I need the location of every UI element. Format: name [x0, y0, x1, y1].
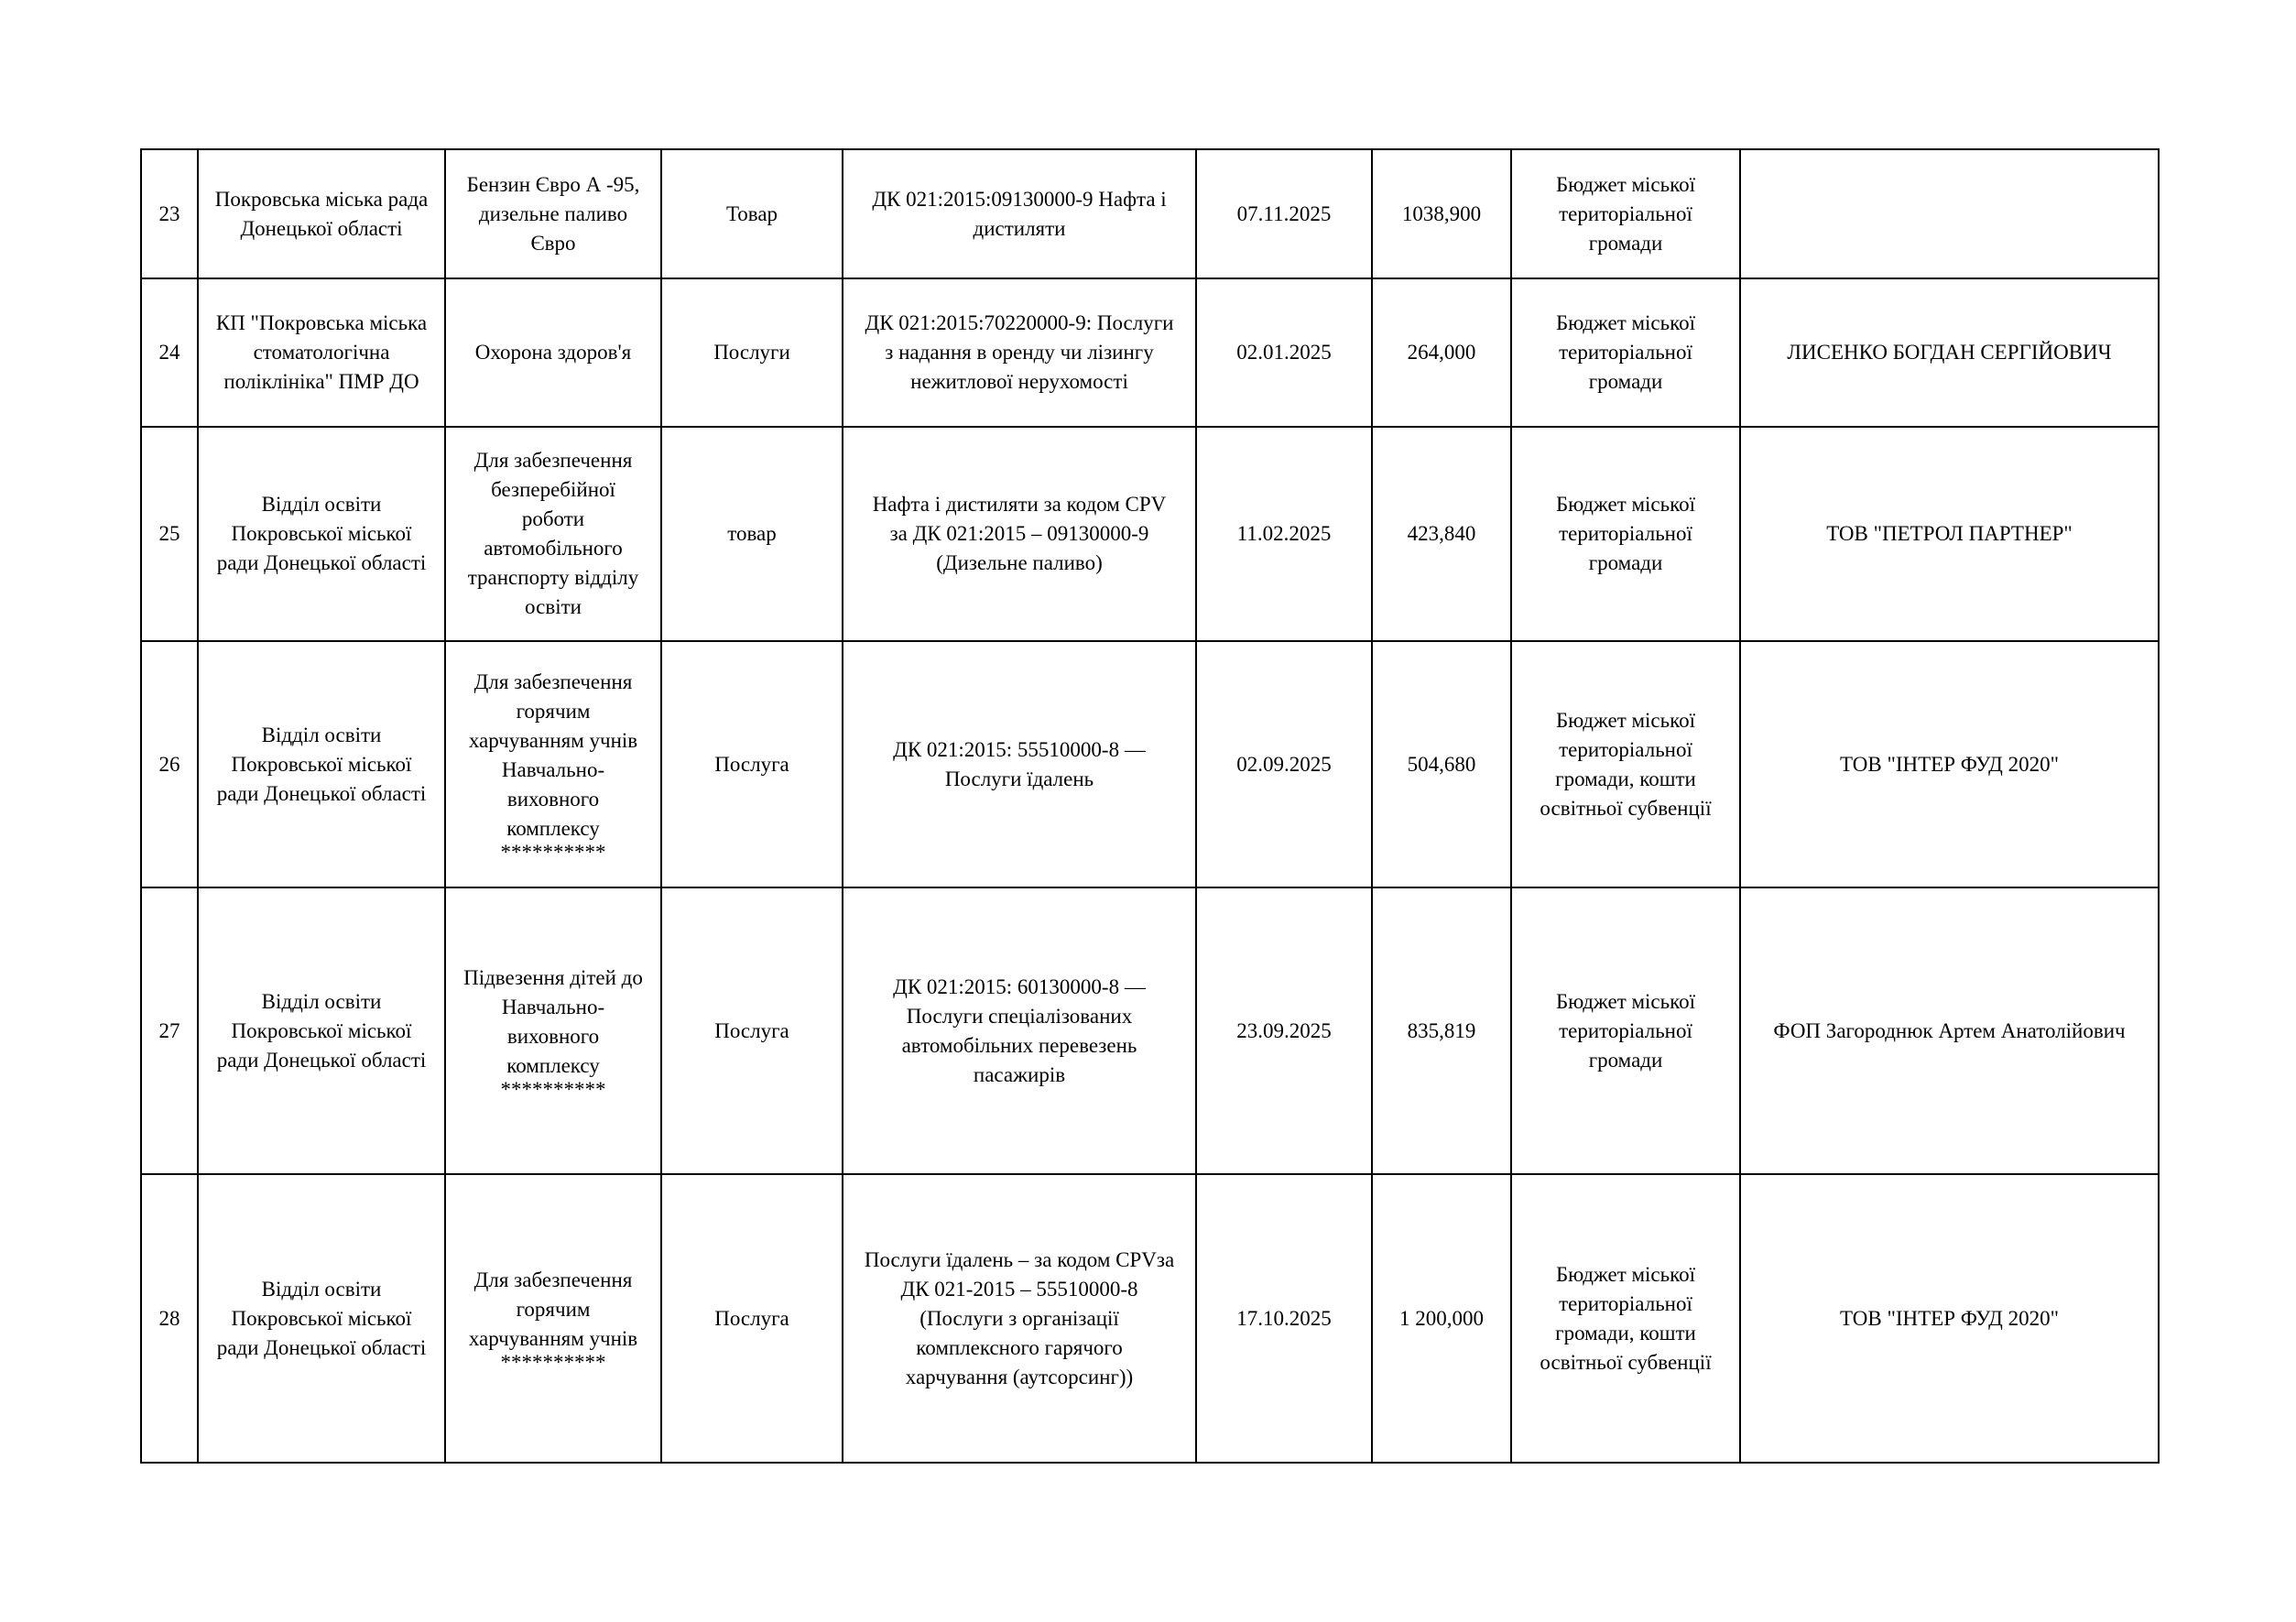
row-number: 23	[141, 149, 198, 278]
subject-cell: Для забезпечення горячим харчуванням учнів **********	[445, 1174, 661, 1463]
kind-cell: Товар	[661, 149, 843, 278]
subject-cell: Охорона здоров'я	[445, 278, 661, 427]
amount-cell: 423,840	[1372, 427, 1511, 641]
amount-cell: 835,819	[1372, 887, 1511, 1174]
cpv-code-cell: Послуги їдалень – за кодом CPVза ДК 021-2015 – 55510000-8 (Послуги з організації комплексного гарячого харчування (аутсорсинг))	[843, 1174, 1196, 1463]
procurement-table	[140, 148, 2160, 1464]
kind-cell: Послуги	[661, 278, 843, 427]
row-number: 27	[141, 887, 198, 1174]
customer-cell: КП "Покровська міська стоматологічна поліклініка" ПМР ДО	[198, 278, 445, 427]
date-cell: 23.09.2025	[1196, 887, 1372, 1174]
table-row	[141, 641, 2159, 887]
funding-source-cell: Бюджет міської територіальної громади	[1511, 427, 1740, 641]
supplier-cell: ЛИСЕНКО БОГДАН СЕРГІЙОВИЧ	[1740, 278, 2159, 427]
subject-cell: Для забезпечення безперебійної роботи автомобільного транспорту відділу освіти	[445, 427, 661, 641]
supplier-cell: ТОВ "ІНТЕР ФУД 2020"	[1740, 641, 2159, 887]
amount-cell: 264,000	[1372, 278, 1511, 427]
kind-cell: товар	[661, 427, 843, 641]
date-cell: 17.10.2025	[1196, 1174, 1372, 1463]
table-row	[141, 149, 2159, 278]
funding-source-cell: Бюджет міської територіальної громади	[1511, 887, 1740, 1174]
customer-cell: Покровська міська рада Донецької області	[198, 149, 445, 278]
row-number: 28	[141, 1174, 198, 1463]
kind-cell: Послуга	[661, 641, 843, 887]
table-row	[141, 1174, 2159, 1463]
funding-source-cell: Бюджет міської територіальної громади, кошти освітньої субвенції	[1511, 641, 1740, 887]
cpv-code-cell: ДК 021:2015: 55510000-8 — Послуги їдалень	[843, 641, 1196, 887]
date-cell: 11.02.2025	[1196, 427, 1372, 641]
supplier-cell: ТОВ "ПЕТРОЛ ПАРТНЕР"	[1740, 427, 2159, 641]
funding-source-cell: Бюджет міської територіальної громади	[1511, 278, 1740, 427]
kind-cell: Послуга	[661, 1174, 843, 1463]
cpv-code-cell: Нафта і дистиляти за кодом CPV за ДК 021:2015 – 09130000-9 (Дизельне паливо)	[843, 427, 1196, 641]
supplier-cell	[1740, 149, 2159, 278]
cpv-code-cell: ДК 021:2015: 60130000-8 — Послуги спеціалізованих автомобільних перевезень пасажирів	[843, 887, 1196, 1174]
supplier-cell: ФОП Загороднюк Артем Анатолійович	[1740, 887, 2159, 1174]
date-cell: 02.01.2025	[1196, 278, 1372, 427]
kind-cell: Послуга	[661, 887, 843, 1174]
masked-text: **********	[500, 1077, 606, 1101]
customer-cell: Відділ освіти Покровської міської ради Донецької області	[198, 427, 445, 641]
row-number: 24	[141, 278, 198, 427]
customer-cell: Відділ освіти Покровської міської ради Донецької області	[198, 887, 445, 1174]
masked-text: **********	[500, 1350, 606, 1374]
masked-text: **********	[500, 840, 606, 864]
funding-source-cell: Бюджет міської територіальної громади	[1511, 149, 1740, 278]
funding-source-cell: Бюджет міської територіальної громади, кошти освітньої субвенції	[1511, 1174, 1740, 1463]
amount-cell: 1038,900	[1372, 149, 1511, 278]
customer-cell: Відділ освіти Покровської міської ради Донецької області	[198, 641, 445, 887]
date-cell: 02.09.2025	[1196, 641, 1372, 887]
cpv-code-cell: ДК 021:2015:09130000-9 Нафта і дистиляти	[843, 149, 1196, 278]
table-row	[141, 427, 2159, 641]
amount-cell: 504,680	[1372, 641, 1511, 887]
subject-cell: Підвезення дітей до Навчально- виховного комплексу **********	[445, 887, 661, 1174]
row-number: 25	[141, 427, 198, 641]
supplier-cell: ТОВ "ІНТЕР ФУД 2020"	[1740, 1174, 2159, 1463]
table-row	[141, 278, 2159, 427]
date-cell: 07.11.2025	[1196, 149, 1372, 278]
row-number: 26	[141, 641, 198, 887]
table-row	[141, 887, 2159, 1174]
cpv-code-cell: ДК 021:2015:70220000-9: Послуги з надання в оренду чи лізингу нежитлової нерухомості	[843, 278, 1196, 427]
subject-cell: Бензин Євро А -95, дизельне паливо Євро	[445, 149, 661, 278]
subject-cell: Для забезпечення горячим харчуванням учнів Навчально- виховного комплексу **********	[445, 641, 661, 887]
customer-cell: Відділ освіти Покровської міської ради Донецької області	[198, 1174, 445, 1463]
amount-cell: 1 200,000	[1372, 1174, 1511, 1463]
